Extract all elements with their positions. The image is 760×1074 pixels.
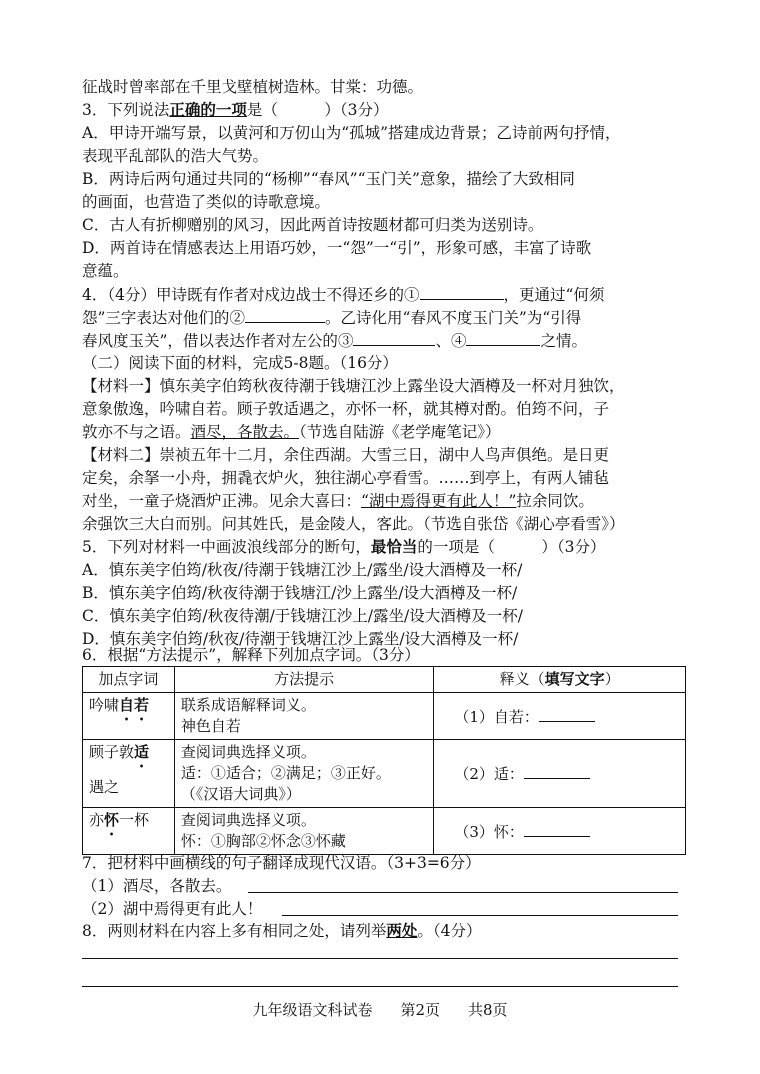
material-1-line1: 【材料一】慎东美字伯筠秋夜待潮于钱塘江沙上露坐设大酒樽及一杯对月独饮， xyxy=(82,377,625,395)
q4-text: 怨”三字表达对他们的 xyxy=(82,309,230,327)
answer-line-4[interactable] xyxy=(82,986,678,987)
q3-option-a-line2: 表现平乱部队的浩大气势。 xyxy=(82,147,269,165)
answer-label: （3）怀： xyxy=(454,822,524,841)
answer-label: （2）适： xyxy=(454,765,524,783)
header-meaning-c: ） xyxy=(604,670,620,688)
dotted-word: 怀 xyxy=(104,811,120,829)
q4-text: 春风度玉关”，借以表达作者对左公的 xyxy=(82,332,338,350)
material-2-line1: 【材料二】崇祯五年十二月，余住西湖。大雪三日，湖中人鸟声俱绝。是日更 xyxy=(82,446,610,464)
question-7-stem: 7．把材料中画横线的句子翻译成现代汉语。（3+3=6分） xyxy=(82,854,481,872)
q5-emphasis: 最恰当 xyxy=(370,537,418,556)
q3-option-c: C．古人有折柳赠别的风习，因此两首诗按题材都可归类为送别诗。 xyxy=(82,216,544,234)
answer-blank-3[interactable] xyxy=(524,820,590,837)
header-meaning xyxy=(434,667,686,693)
q5-option-c: C．慎东美字伯筠/秋夜待潮/于钱塘江沙上/露坐/设大酒樽及一杯/ xyxy=(82,607,523,625)
answer-blank-1[interactable] xyxy=(539,705,595,722)
word-text: 顾子敦 xyxy=(89,743,135,761)
answer-cell xyxy=(434,740,686,808)
material-1-line3 xyxy=(82,421,501,443)
blank-1[interactable] xyxy=(420,283,504,300)
m2-text: 对坐，一童子烧酒炉正沸。见余大喜曰： xyxy=(82,492,362,510)
section-2-heading: （二）阅读下面的材料，完成5-8题。（16分） xyxy=(82,354,398,372)
separator: 、 xyxy=(435,332,451,350)
q3-emphasis: 正确的一项 xyxy=(169,100,247,119)
answer-line-1[interactable] xyxy=(248,892,678,893)
method-cell xyxy=(174,693,434,740)
footer-page-number: 第2页 xyxy=(400,1001,440,1019)
q5-suffix: 的一项是（ ）（3分） xyxy=(417,538,606,556)
m1-text: 敦亦不与之语。 xyxy=(82,423,191,441)
m1-underlined-sentence: 酒尽，各散去。 xyxy=(190,423,300,441)
q8-suffix: 。（4分） xyxy=(417,922,482,940)
blank-4-number: ④ xyxy=(450,332,467,350)
answer-line-3[interactable] xyxy=(82,958,678,959)
q8-emphasis: 两处 xyxy=(386,921,418,940)
answer-cell xyxy=(434,808,686,855)
answer-label: （1）自若： xyxy=(454,707,539,726)
blank-2[interactable] xyxy=(245,306,325,323)
question-3-stem xyxy=(82,99,389,121)
q4-text: 之情。 xyxy=(540,332,587,350)
material-2-line4: 余强饮三大白而别。问其姓氏，是金陵人，客此。（节选自张岱《湖心亭看雪》） xyxy=(82,515,625,533)
q4-line3 xyxy=(82,329,587,352)
blank-4[interactable] xyxy=(466,329,540,346)
q3-option-d-line2: 意蕴。 xyxy=(82,262,129,280)
q3-option-a-line1: A．甲诗开端写景，以黄河和万仞山为“孤城”搭建成边背景；乙诗前两句抒情， xyxy=(82,124,621,142)
answer-blank-2[interactable] xyxy=(524,762,590,779)
q4-text: 4．（4分）甲诗既有作者对戍边战士不得还乡的 xyxy=(82,286,404,304)
method-line: 查阅词典选择义项。 xyxy=(180,743,316,761)
answer-line-2[interactable] xyxy=(282,915,678,916)
q3-option-b-line1: B．两诗后两句通过共同的“杨柳”“春风”“玉门关”意象，描绘了大致相同 xyxy=(82,170,575,188)
table-row xyxy=(83,808,686,855)
question-8-stem xyxy=(82,920,482,942)
method-line: 联系成语解释词义。 xyxy=(180,696,316,714)
table-row xyxy=(83,740,686,808)
blank-1-number: ① xyxy=(403,286,420,304)
m1-source: （节选自陆游《老学庵笔记》） xyxy=(299,423,501,441)
q4-text: 。乙诗化用“春风不度玉门关”为“引得 xyxy=(324,309,582,327)
dotted-word: 适 xyxy=(134,743,150,761)
method-line: （《汉语大词典》） xyxy=(180,785,301,803)
method-cell xyxy=(174,740,434,808)
footer-subject: 九年级语文科试卷 xyxy=(252,1001,373,1019)
method-cell xyxy=(174,808,434,855)
method-table xyxy=(82,666,686,855)
q5-option-b: B．慎东美字伯筠/秋夜待潮于钱塘江/沙上露坐/设大酒樽及一杯/ xyxy=(82,584,518,602)
header-meaning-b: 填写文字 xyxy=(544,670,605,688)
header-method: 方法提示 xyxy=(174,667,434,693)
blank-3[interactable] xyxy=(353,329,435,346)
header-word: 加点字词 xyxy=(83,667,175,693)
q4-line1 xyxy=(82,283,604,306)
q3-suffix: 是（ ）（3分） xyxy=(246,101,389,119)
material-1-line2: 意象傲逸，吟啸自若。顾子敦适遇之，亦怀一杯，就其樽对酌。伯筠不问，子 xyxy=(82,400,610,418)
table-row xyxy=(83,693,686,740)
q4-line2 xyxy=(82,306,581,329)
material-2-line2: 定矣，余拏一小舟，拥毳衣炉火，独往湖心亭看雪。……到亭上，有两人铺毡 xyxy=(82,469,610,487)
q4-text: ，更通过“何须 xyxy=(503,286,605,304)
question-5-stem xyxy=(82,536,606,558)
q7-item-2: （2）湖中焉得更有此人！ xyxy=(82,900,263,918)
word-text: 一杯 xyxy=(119,811,150,829)
material-2-line3 xyxy=(82,490,594,512)
m2-underlined-sentence: “湖中焉得更有此人！” xyxy=(361,492,517,510)
table-header-row xyxy=(83,667,686,693)
word-cell xyxy=(83,693,175,740)
m2-text: 拉余同饮。 xyxy=(516,492,594,510)
q8-prefix: 8．两则材料在内容上多有相同之处，请列举 xyxy=(82,922,387,940)
method-line: 适：①适合；②满足；③正好。 xyxy=(180,764,391,782)
q5-prefix: 5．下列对材料一中画波浪线部分的断句， xyxy=(82,538,371,556)
q5-option-d: D．慎东美字伯筠/秋夜/待潮于钱塘江沙上露坐/设大酒樽及一杯/ xyxy=(82,630,519,648)
q7-item-1: （1）酒尽，各散去。 xyxy=(82,877,232,895)
word-text: 吟啸 xyxy=(89,696,120,714)
blank-2-number: ② xyxy=(229,309,245,327)
word-text: 亦 xyxy=(89,811,105,829)
footer-total-pages: 共8页 xyxy=(468,1001,508,1019)
q3-prefix: 3．下列说法 xyxy=(82,101,170,119)
q3-option-d-line1: D．两首诗在情感表达上用语巧妙，一“怨”一“引”，形象可感，丰富了诗歌 xyxy=(82,239,592,257)
answer-cell xyxy=(434,693,686,740)
page-footer xyxy=(0,999,760,1020)
word-text: 遇之 xyxy=(89,778,120,796)
dotted-word: 自若 xyxy=(119,696,150,714)
word-cell xyxy=(83,808,175,855)
method-line: 怀：①胸部②怀念③怀藏 xyxy=(180,832,346,850)
word-cell xyxy=(83,740,175,808)
header-meaning-a: 释义（ xyxy=(499,670,545,688)
method-line: 神色自若 xyxy=(180,717,241,735)
q5-option-a: A．慎东美字伯筠/秋夜/待潮于钱塘江沙上/露坐/设大酒樽及一杯/ xyxy=(82,561,523,579)
text-line: 征战时曾率部在千里戈壁植树造林。甘棠：功德。 xyxy=(82,78,424,96)
q3-option-b-line2: 的画面，也营造了类似的诗歌意境。 xyxy=(82,193,331,211)
question-6-stem: 6．根据“方法提示”，解释下列加点字词。（3分） xyxy=(82,646,420,664)
blank-3-number: ③ xyxy=(337,332,354,350)
method-line: 查阅词典选择义项。 xyxy=(180,811,316,829)
